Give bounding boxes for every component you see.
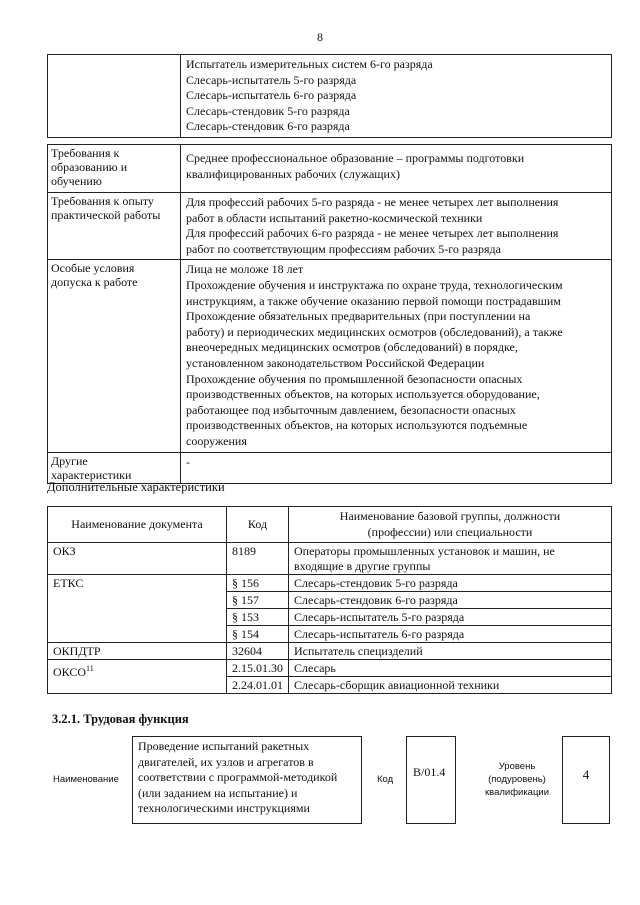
okz-name (289, 543, 612, 575)
profession-item: Испытатель измерительных систем 6-го разряда (186, 57, 433, 71)
experience-value (181, 193, 612, 260)
conditions-value-line: сооружения (186, 433, 247, 448)
conditions-label (48, 260, 181, 452)
education-label (48, 145, 181, 193)
experience-value-line: Для профессий рабочих 6-го разряда - не менее четырех лет выполнения (186, 226, 559, 241)
professions-label-cell (48, 55, 181, 138)
conditions-value-line: внеочередных медицинских осмотров (обследований) в порядке, (186, 340, 518, 355)
function-name-line: технологическими инструкциями (138, 801, 310, 816)
etks-name: Слесарь-стендовик 6-го разряда (289, 592, 612, 609)
etks-code: § 153 (227, 609, 289, 626)
education-label-line: обучению (51, 174, 102, 188)
conditions-value-line: производственных объектов, на которых используется оборудование, (186, 387, 540, 402)
header-code: Код (227, 507, 289, 543)
etks-code: § 154 (227, 626, 289, 643)
profession-item: Слесарь-стендовик 5-го разряда (186, 103, 350, 118)
name-label: Наименование (53, 774, 119, 785)
okso-name: Слесарь (289, 660, 612, 677)
okpdtr-doc: ОКПДТР (48, 643, 227, 660)
profession-item: Слесарь-испытатель 5-го разряда (186, 72, 357, 87)
professions-table (47, 54, 612, 138)
okpdtr-code: 32604 (227, 643, 289, 660)
function-name-line: соответствии с программой-методикой (138, 770, 338, 785)
experience-label-line: практической работы (51, 208, 161, 222)
etks-code: § 156 (227, 575, 289, 592)
level-label (479, 760, 555, 799)
header-document: Наименование документа (48, 507, 227, 543)
level-label-line: Уровень (498, 761, 536, 772)
code-label: Код (377, 774, 394, 785)
other-label-line: характеристики (51, 467, 132, 482)
professions-list-cell (181, 55, 612, 138)
conditions-value-line: установленном законодательством Российской Федерации (186, 355, 485, 370)
etks-code: § 157 (227, 592, 289, 609)
okso-code: 2.24.01.01 (227, 677, 289, 694)
labor-function-row (47, 736, 612, 826)
conditions-value (181, 260, 612, 452)
function-code-box: B/01.4 (406, 736, 456, 824)
header-name-line: (профессии) или специальности (367, 524, 533, 539)
conditions-value-line: работающее под избыточным давлением, безопасности опасных (186, 402, 516, 417)
okso-doc (48, 660, 227, 694)
experience-value-line: Для профессий рабочих 5-го разряда - не менее четырех лет выполнения (186, 195, 559, 209)
okso-footnote-mark: 11 (86, 664, 94, 674)
profession-item: Слесарь-испытатель 6-го разряда (186, 88, 357, 103)
conditions-label-line: Особые условия (51, 261, 135, 276)
profession-item: Слесарь-стендовик 6-го разряда (186, 119, 350, 134)
function-name-box (132, 736, 362, 824)
experience-value-line: работ в области испытаний ракетно-космической техники (186, 210, 483, 225)
conditions-value-line: производственных объектов, на которых используются подъемные (186, 418, 528, 433)
experience-value-line: работ по соответствующим профессиям рабочих 5-го разряда (186, 241, 501, 256)
level-label-line: квалификации (484, 787, 550, 798)
etks-name: Слесарь-испытатель 6-го разряда (289, 626, 612, 643)
function-name-line: (или заданием на испытание) и (138, 785, 298, 800)
conditions-value-line: Прохождение обучения и инструктажа по охране труда, технологическим (186, 277, 563, 292)
other-label (48, 452, 181, 483)
classifier-table (47, 506, 612, 694)
function-name-line: Проведение испытаний ракетных (138, 739, 310, 753)
education-value (181, 145, 612, 193)
education-label-line: образованию и (51, 160, 128, 174)
etks-name: Слесарь-стендовик 5-го разряда (289, 575, 612, 592)
page-number: 8 (317, 30, 323, 44)
header-name (289, 507, 612, 543)
level-label-line: (подуровень) (488, 774, 546, 785)
education-value-line: Среднее профессиональное образование – программы подготовки (186, 151, 525, 165)
experience-label (48, 193, 181, 260)
education-label-line: Требования к (51, 146, 120, 160)
experience-label-line: Требования к опыту (51, 194, 154, 208)
qualification-level-box: 4 (562, 736, 610, 824)
conditions-value-line: инструкциям, а также обучение оказанию первой помощи пострадавшим (186, 293, 561, 308)
other-value: - (181, 452, 612, 483)
okz-doc: ОКЗ (48, 543, 227, 575)
etks-doc: ЕТКС (48, 575, 227, 643)
education-value-line: квалифицированных рабочих (служащих) (186, 166, 400, 181)
function-name-line: двигателей, их узлов и агрегатов в (138, 754, 314, 769)
conditions-value-line: Прохождение обучения по промышленной безопасности опасных (186, 371, 523, 386)
etks-name: Слесарь-испытатель 5-го разряда (289, 609, 612, 626)
requirements-table (47, 144, 612, 484)
okso-name: Слесарь-сборщик авиационной техники (289, 677, 612, 694)
okz-name-line: входящие в другие группы (294, 559, 431, 574)
okpdtr-name: Испытатель специзделий (289, 643, 612, 660)
conditions-label-line: допуска к работе (51, 275, 138, 290)
okso-code: 2.15.01.30 (227, 660, 289, 677)
header-name-line: Наименование базовой группы, должности (339, 509, 561, 523)
okz-code: 8189 (227, 543, 289, 575)
other-label-line: Другие (51, 453, 88, 468)
labor-function-title: 3.2.1. Трудовая функция (52, 712, 189, 726)
conditions-value-line: Лица не моложе 18 лет (186, 262, 304, 277)
okz-name-line: Операторы промышленных установок и машин, не (294, 544, 555, 559)
conditions-value-line: Прохождение обязательных предварительных (при поступлении на (186, 309, 531, 324)
conditions-value-line: работу) и периодических медицинских осмотров (обследований), а также (186, 324, 563, 339)
okso-doc-label: ОКСО (53, 665, 87, 680)
additional-characteristics-title: Дополнительные характеристики (47, 480, 225, 494)
